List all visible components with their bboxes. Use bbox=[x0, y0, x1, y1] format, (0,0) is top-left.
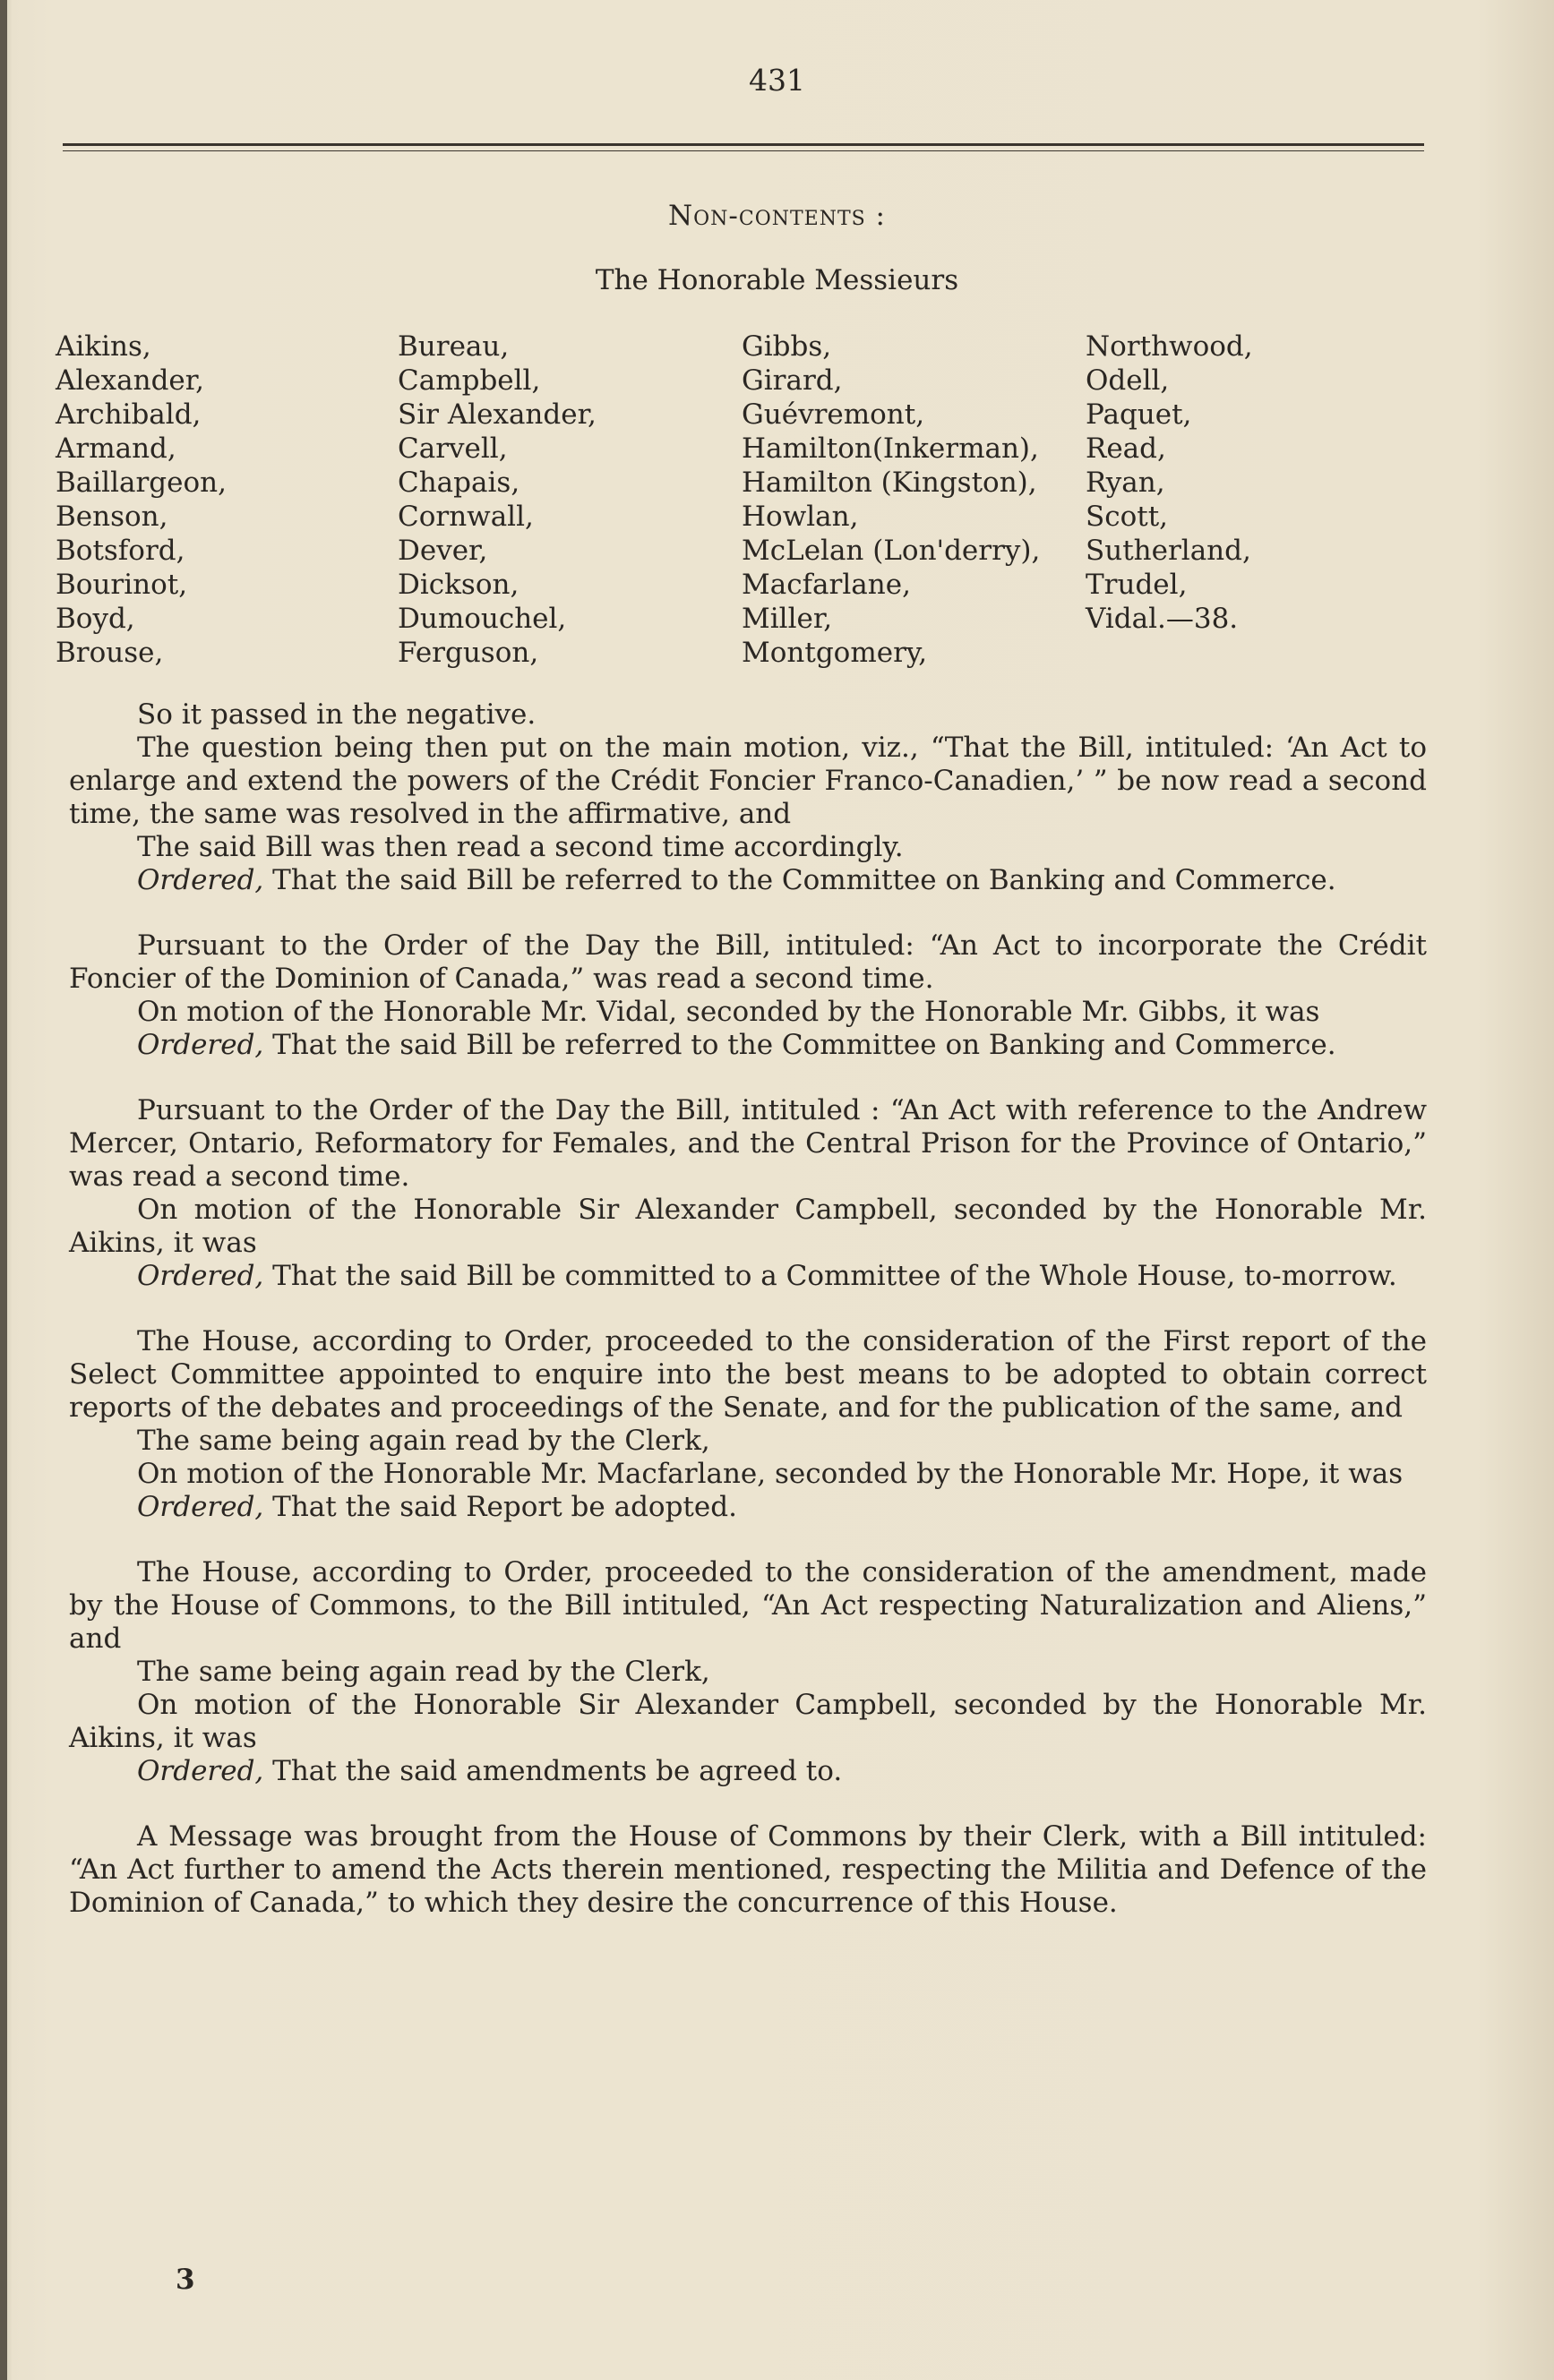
paragraph-text: That the said amendments be agreed to. bbox=[263, 1755, 843, 1787]
names-column-2 bbox=[398, 330, 597, 670]
senator-name: Ryan, bbox=[1086, 467, 1165, 499]
senator-name: Paquet, bbox=[1086, 398, 1192, 431]
senator-name: Hamilton (Kingston), bbox=[742, 467, 1037, 499]
paragraph bbox=[69, 864, 1427, 897]
paragraph-text: That the said Report be adopted. bbox=[263, 1491, 737, 1523]
paragraph: The House, according to Order, proceeded to the consideration of the First report of the Select Committee appointed to enquire into the best means to be adopted to obtain correct reports of the debates and proceedings of the Senate, and for the publication of the same, and bbox=[69, 1325, 1427, 1424]
senator-name: Dickson, bbox=[398, 569, 519, 601]
paragraph: The said Bill was then read a second time accordingly. bbox=[137, 831, 904, 863]
paragraph-text: That the said Bill be committed to a Committee of the Whole House, to-morrow. bbox=[263, 1260, 1397, 1292]
senator-name: Baillargeon, bbox=[56, 467, 227, 499]
senator-name: Aikins, bbox=[56, 330, 151, 363]
senator-name: Odell, bbox=[1086, 364, 1170, 397]
senator-name: Boyd, bbox=[56, 603, 135, 635]
section-heading: Non-contents : bbox=[667, 200, 887, 232]
paragraph: The question being then put on the main motion, viz., “That the Bill, intituled: ‘An Act to enlarge and extend the powers of the Crédit Foncier Franco-Canadien,’ ” be now read a second time, the same was resolved in the affirmative, and bbox=[69, 732, 1427, 830]
paragraph: Pursuant to the Order of the Day the Bill, intituled : “An Act with reference to the Andrew Mercer, Ontario, Reformatory for Females, and the Central Prison for the Province of Ontario,” was read a second time. bbox=[69, 1094, 1427, 1193]
paragraph: A Message was brought from the House of Commons by their Clerk, with a Bill intituled: “An Act further to amend the Acts therein mentioned, respecting the Militia and Defence of the Dominion of Canada,” to which they desire the concurrence of this House. bbox=[69, 1820, 1427, 1919]
senator-name: Montgomery, bbox=[742, 637, 928, 669]
senator-name: Benson, bbox=[56, 501, 168, 533]
paragraph: So it passed in the negative. bbox=[137, 698, 537, 731]
senator-name: Howlan, bbox=[742, 501, 859, 533]
senator-name: Macfarlane, bbox=[742, 569, 911, 601]
paragraph bbox=[69, 1491, 1427, 1524]
paragraph: The House, according to Order, proceeded to the consideration of the amendment, made by the House of Commons, to the Bill intituled, “An Act respecting Naturalization and Aliens,” and bbox=[69, 1556, 1427, 1655]
ordered-label: Ordered, bbox=[137, 1491, 264, 1523]
senator-name: Armand, bbox=[56, 432, 176, 465]
paragraph-text: That the said Bill be referred to the Committee on Banking and Commerce. bbox=[263, 1029, 1336, 1061]
senator-name: Cornwall, bbox=[398, 501, 534, 533]
senator-name: McLelan (Lon'derry), bbox=[742, 535, 1041, 567]
paragraph bbox=[69, 1029, 1427, 1062]
paragraph: On motion of the Honorable Sir Alexander Campbell, seconded by the Honorable Mr. Aikins, it was bbox=[69, 1194, 1427, 1259]
paragraph: On motion of the Honorable Mr. Vidal, seconded by the Honorable Mr. Gibbs, it was bbox=[137, 996, 1320, 1028]
senator-name: Scott, bbox=[1086, 501, 1169, 533]
header-rule-thin bbox=[63, 150, 1424, 151]
senator-name: Girard, bbox=[742, 364, 843, 397]
senator-name: Archibald, bbox=[56, 398, 202, 431]
ordered-label: Ordered, bbox=[137, 1755, 264, 1787]
senator-name: Read, bbox=[1086, 432, 1166, 465]
senator-name: Dever, bbox=[398, 535, 488, 567]
header-rule bbox=[63, 143, 1424, 146]
section-subheading: The Honorable Messieurs bbox=[595, 264, 959, 296]
senator-name: Hamilton(Inkerman), bbox=[742, 432, 1039, 465]
senator-name: Bourinot, bbox=[56, 569, 188, 601]
ordered-label: Ordered, bbox=[137, 1029, 264, 1061]
paragraph: The same being again read by the Clerk, bbox=[137, 1425, 710, 1457]
senator-name: Sir Alexander, bbox=[398, 398, 597, 431]
ordered-label: Ordered, bbox=[137, 864, 264, 896]
names-column-1 bbox=[56, 330, 227, 670]
senator-name: Brouse, bbox=[56, 637, 164, 669]
paragraph: On motion of the Honorable Sir Alexander Campbell, seconded by the Honorable Mr. Aikins, it was bbox=[69, 1689, 1427, 1754]
senator-name: Chapais, bbox=[398, 467, 520, 499]
senator-name: Bureau, bbox=[398, 330, 510, 363]
paragraph: On motion of the Honorable Mr. Macfarlane, seconded by the Honorable Mr. Hope, it was bbox=[137, 1458, 1404, 1490]
senator-name: Trudel, bbox=[1086, 569, 1188, 601]
binding-edge bbox=[0, 0, 7, 2380]
names-list bbox=[56, 330, 1453, 706]
senator-name: Alexander, bbox=[56, 364, 205, 397]
ordered-label: Ordered, bbox=[137, 1260, 264, 1292]
names-column-3 bbox=[742, 330, 1040, 670]
paragraph: Pursuant to the Order of the Day the Bill, intituled: “An Act to incorporate the Crédit Foncier of the Dominion of Canada,” was read a second time. bbox=[69, 929, 1427, 995]
page-number: 431 bbox=[749, 63, 805, 98]
senator-name: Ferguson, bbox=[398, 637, 539, 669]
senator-name: Vidal.—38. bbox=[1086, 603, 1239, 635]
senator-name: Guévremont, bbox=[742, 398, 925, 431]
senator-name: Dumouchel, bbox=[398, 603, 567, 635]
senator-name: Northwood, bbox=[1086, 330, 1253, 363]
paragraph bbox=[69, 1755, 1427, 1788]
senator-name: Campbell, bbox=[398, 364, 541, 397]
names-column-4 bbox=[1086, 330, 1253, 636]
paragraph bbox=[69, 1260, 1427, 1293]
paragraph-text: That the said Bill be referred to the Committee on Banking and Commerce. bbox=[263, 864, 1336, 896]
paragraph: The same being again read by the Clerk, bbox=[137, 1656, 710, 1688]
senator-name: Botsford, bbox=[56, 535, 185, 567]
senator-name: Carvell, bbox=[398, 432, 508, 465]
senator-name: Gibbs, bbox=[742, 330, 832, 363]
journal-text bbox=[69, 698, 1427, 1920]
signature-mark: 3 bbox=[176, 2264, 195, 2296]
senator-name: Sutherland, bbox=[1086, 535, 1251, 567]
senator-name: Miller, bbox=[742, 603, 833, 635]
